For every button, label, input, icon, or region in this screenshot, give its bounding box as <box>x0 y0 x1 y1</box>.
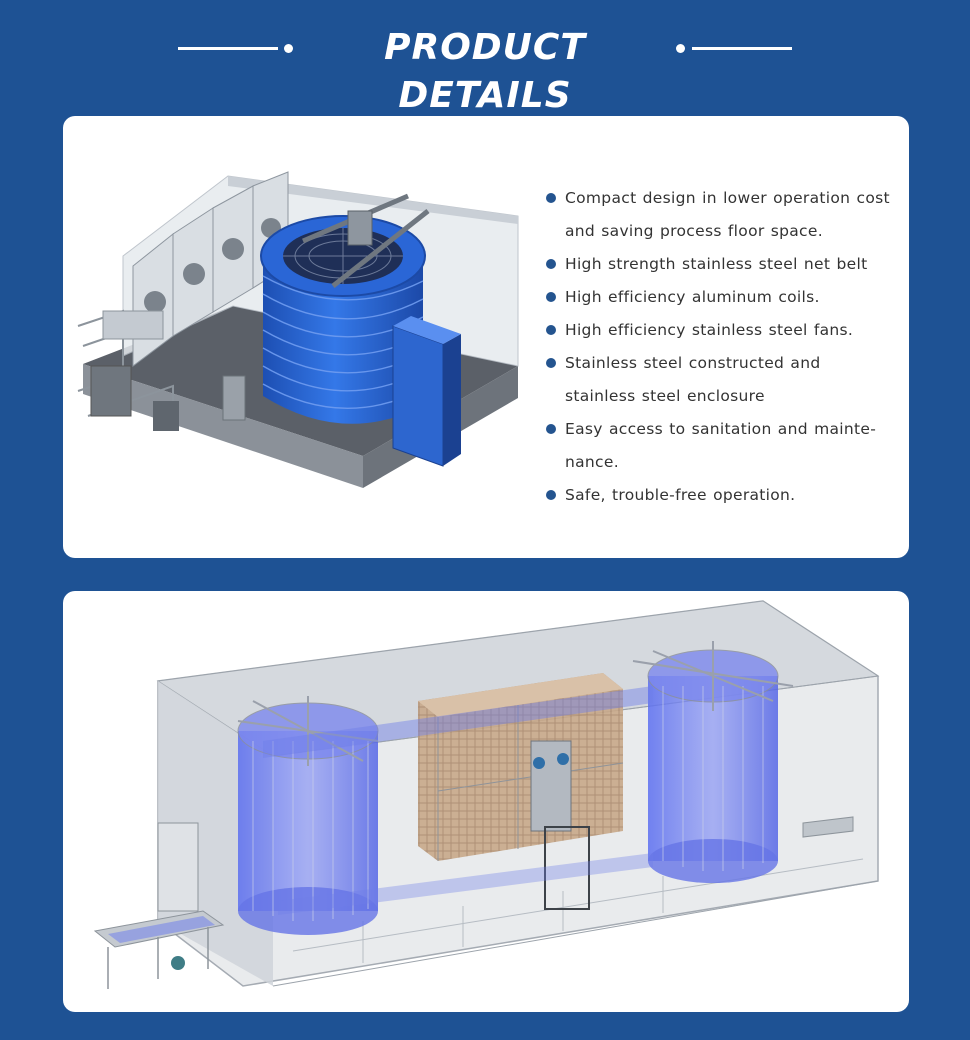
feature-text: High strength stainless steel net belt <box>565 255 868 273</box>
bullet-dot <box>546 490 556 500</box>
feature-item <box>545 413 895 479</box>
bullet-dot <box>546 193 556 203</box>
feature-text: Stainless steel constructed and stainless steel enclosure <box>565 354 821 405</box>
feature-text: High efficiency aluminum coils. <box>565 288 820 306</box>
section-header <box>0 20 970 116</box>
feature-item <box>545 281 895 314</box>
feature-text: Compact design in lower operation cost and saving process floor space. <box>565 189 890 240</box>
header-line-right <box>692 47 792 50</box>
feature-text: High efficiency stainless steel fans. <box>565 321 854 339</box>
header-line-left <box>178 47 278 50</box>
feature-text: Safe, trouble-free operation. <box>565 486 796 504</box>
header-dot-left <box>284 44 293 53</box>
bullet-dot <box>546 259 556 269</box>
single-spiral-freezer-image <box>63 116 533 558</box>
page-title: PRODUCT DETAILS <box>384 27 586 116</box>
feature-item <box>545 479 895 512</box>
product-card-top <box>63 116 909 558</box>
feature-list <box>545 182 895 512</box>
double-spiral-freezer-image <box>63 591 909 1012</box>
bullet-dot <box>546 358 556 368</box>
feature-item <box>545 248 895 281</box>
feature-item <box>545 182 895 248</box>
feature-item <box>545 314 895 347</box>
bullet-dot <box>546 424 556 434</box>
bullet-dot <box>546 292 556 302</box>
header-dot-right <box>676 44 685 53</box>
bullet-dot <box>546 325 556 335</box>
feature-item <box>545 347 895 413</box>
product-card-bottom <box>63 591 909 1012</box>
feature-text: Easy access to sanitation and mainte-nance. <box>565 420 877 471</box>
